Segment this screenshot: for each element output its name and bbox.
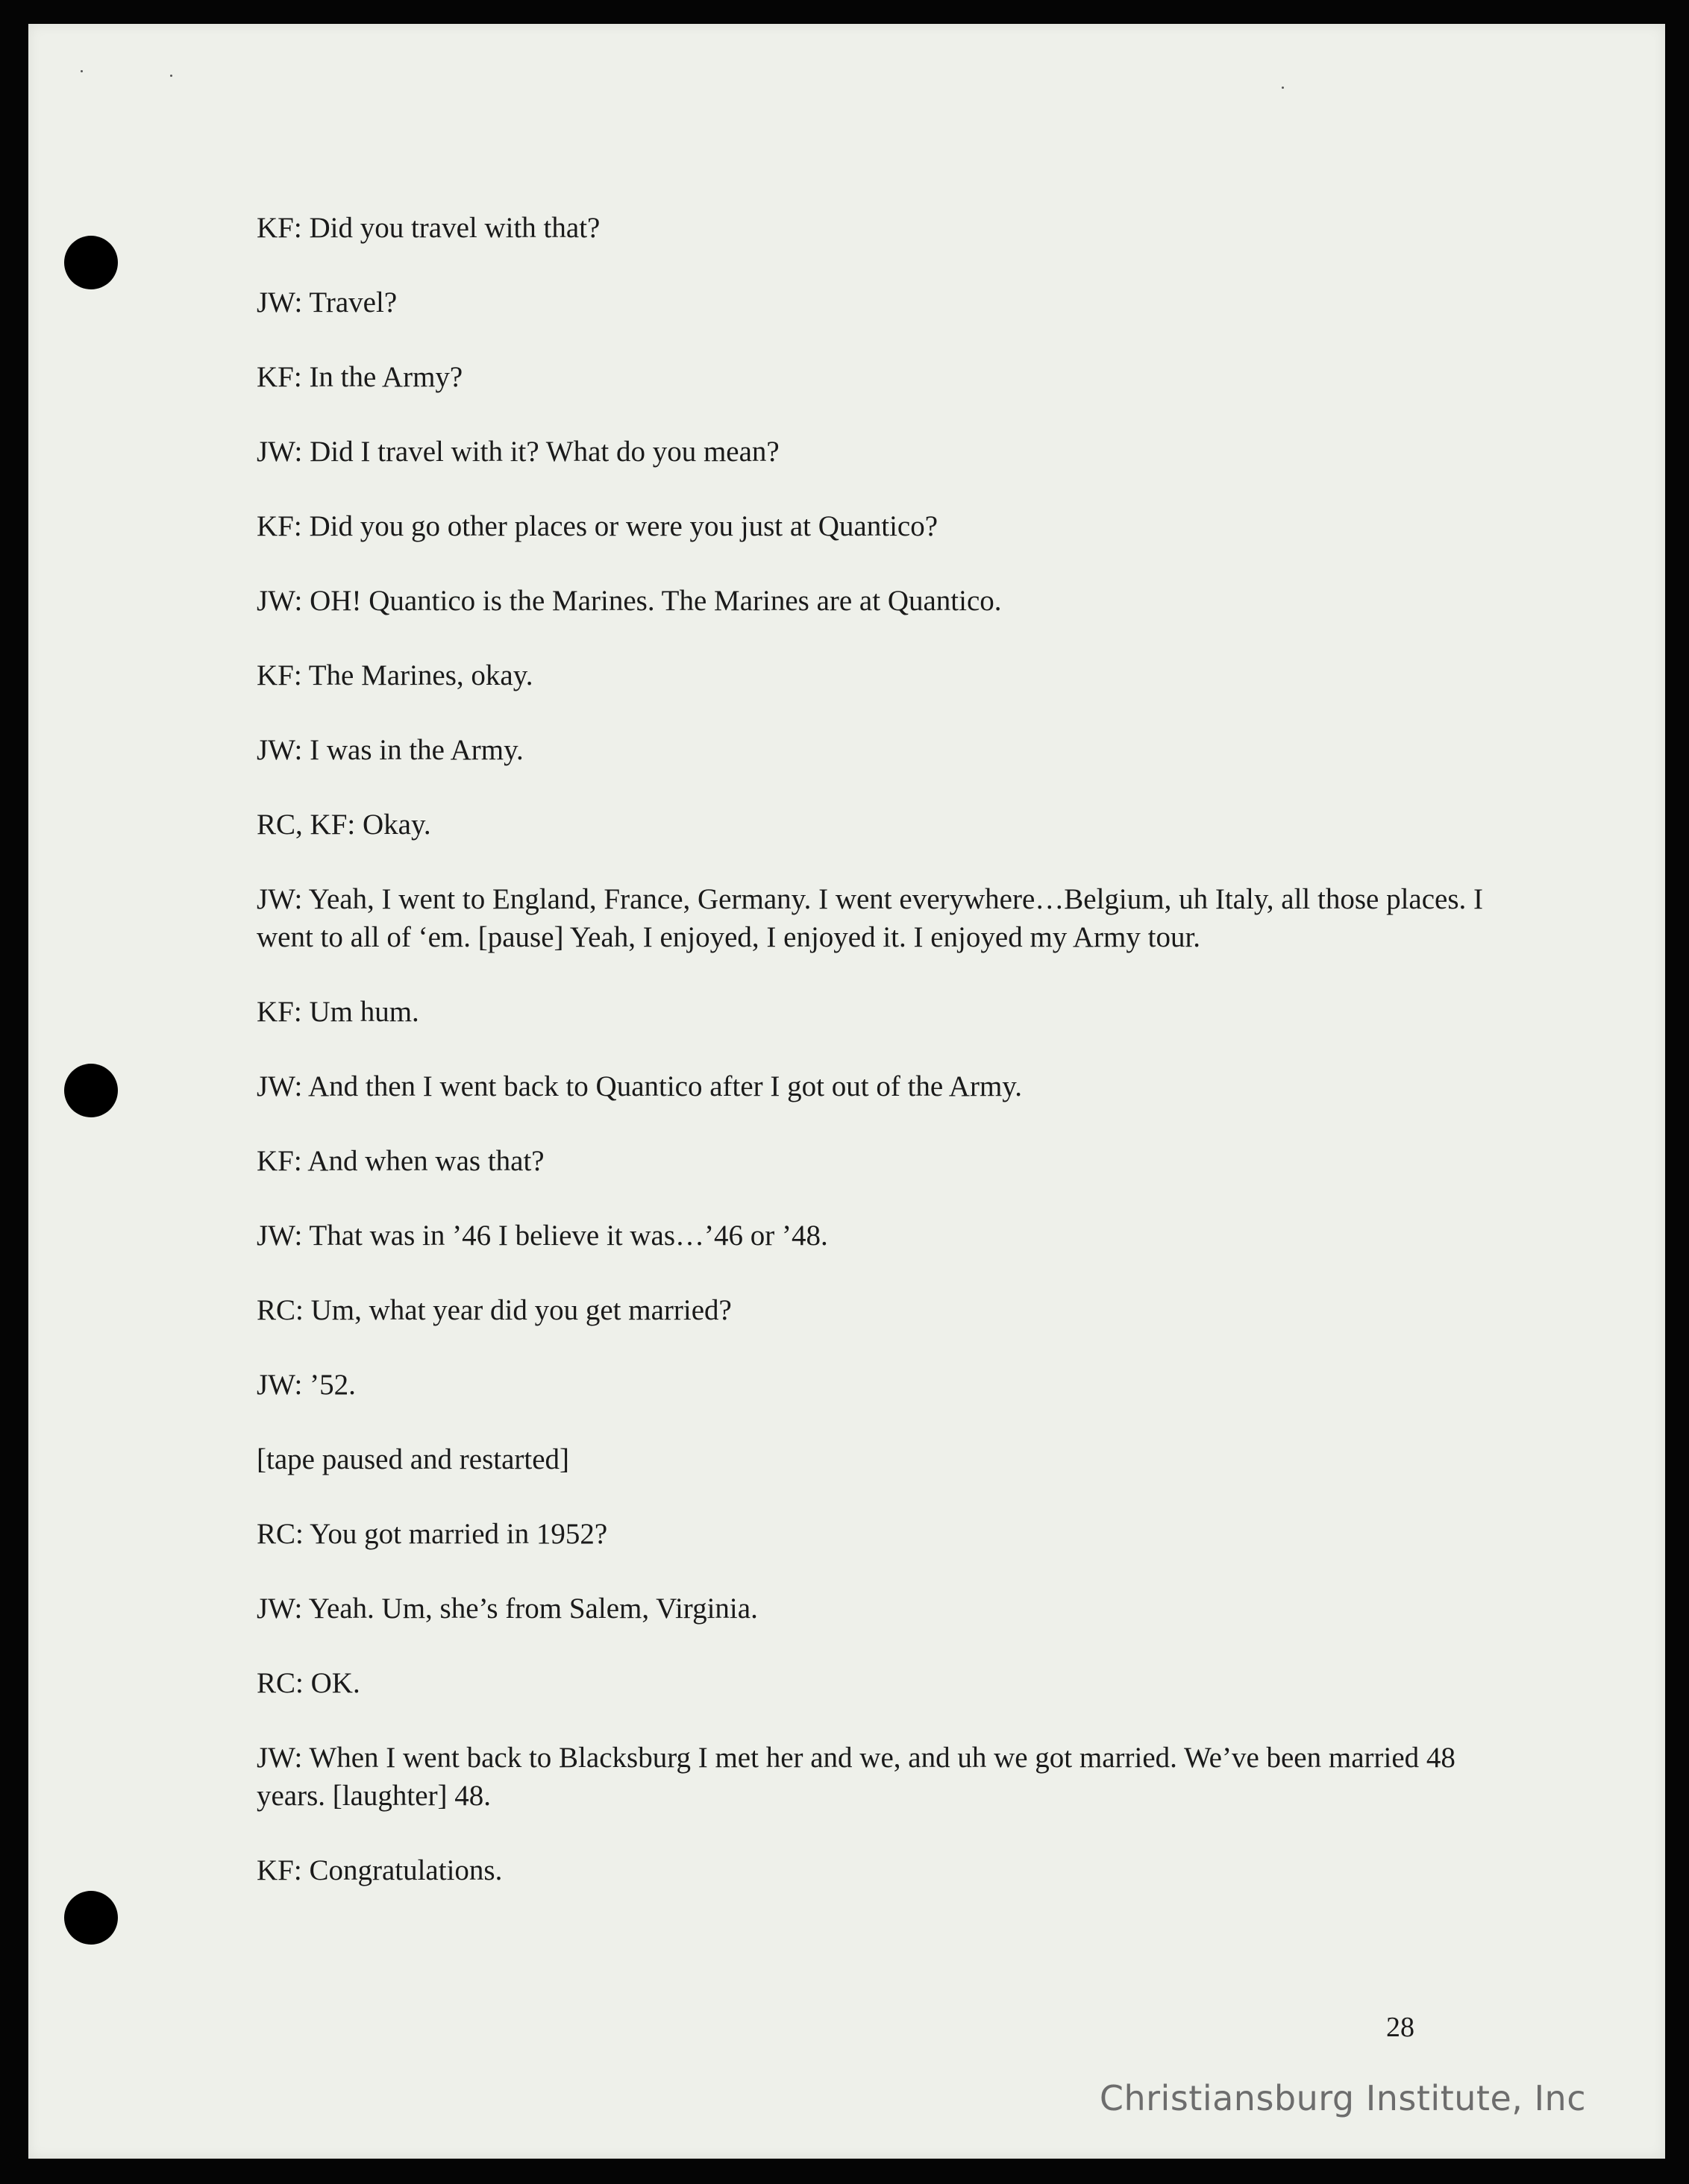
- paper-sheet: [28, 24, 1665, 2159]
- transcript-line: KF: In the Army?: [257, 361, 463, 393]
- transcript-line: KF: Did you go other places or were you just at Quantico?: [257, 510, 938, 542]
- binder-hole-top: [64, 236, 118, 289]
- archive-watermark: Christiansburg Institute, Inc: [1099, 2078, 1586, 2118]
- transcript-line: JW: Yeah. Um, she’s from Salem, Virginia.: [257, 1592, 758, 1625]
- binder-hole-middle: [64, 1064, 118, 1117]
- binder-hole-bottom: [64, 1891, 118, 1945]
- transcript-line: JW: Yeah, I went to England, France, Germany. I went everywhere…Belgium, uh Italy, all those places. I went to all of ‘em. [pause] Yeah, I enjoyed, I enjoyed it. I enjoyed my Army tour.: [257, 883, 1484, 953]
- transcript-line: JW: And then I went back to Quantico after I got out of the Army.: [257, 1070, 1023, 1102]
- transcript-line: RC, KF: Okay.: [257, 809, 431, 841]
- paper-speck: [170, 75, 172, 77]
- transcript-line: JW: Travel?: [257, 286, 398, 318]
- transcript-line: RC: Um, what year did you get married?: [257, 1294, 732, 1326]
- transcript-line: KF: Um hum.: [257, 996, 419, 1028]
- transcript-line: KF: Congratulations.: [257, 1854, 503, 1886]
- transcript-line: JW: OH! Quantico is the Marines. The Marines are at Quantico.: [257, 585, 1002, 617]
- transcript-line: RC: OK.: [257, 1667, 360, 1699]
- transcript-line: JW: When I went back to Blacksburg I met her and we, and uh we got married. We’ve been married 48 years. [laughter] 48.: [257, 1742, 1455, 1812]
- transcript-line: JW: That was in ’46 I believe it was…’46 or ’48.: [257, 1220, 828, 1252]
- transcript-line: JW: Did I travel with it? What do you mean?: [257, 436, 780, 468]
- page-number: 28: [1386, 2012, 1414, 2043]
- transcript-line: JW: ’52.: [257, 1369, 356, 1401]
- transcript-line: RC: You got married in 1952?: [257, 1518, 608, 1550]
- interview-transcript: [257, 209, 1488, 1926]
- transcript-line: [tape paused and restarted]: [257, 1443, 570, 1475]
- paper-speck: [1282, 87, 1284, 89]
- transcript-line: KF: Did you travel with that?: [257, 212, 601, 244]
- transcript-line: KF: The Marines, okay.: [257, 659, 533, 691]
- transcript-line: KF: And when was that?: [257, 1145, 545, 1177]
- paper-speck: [81, 70, 83, 72]
- transcript-line: JW: I was in the Army.: [257, 734, 524, 766]
